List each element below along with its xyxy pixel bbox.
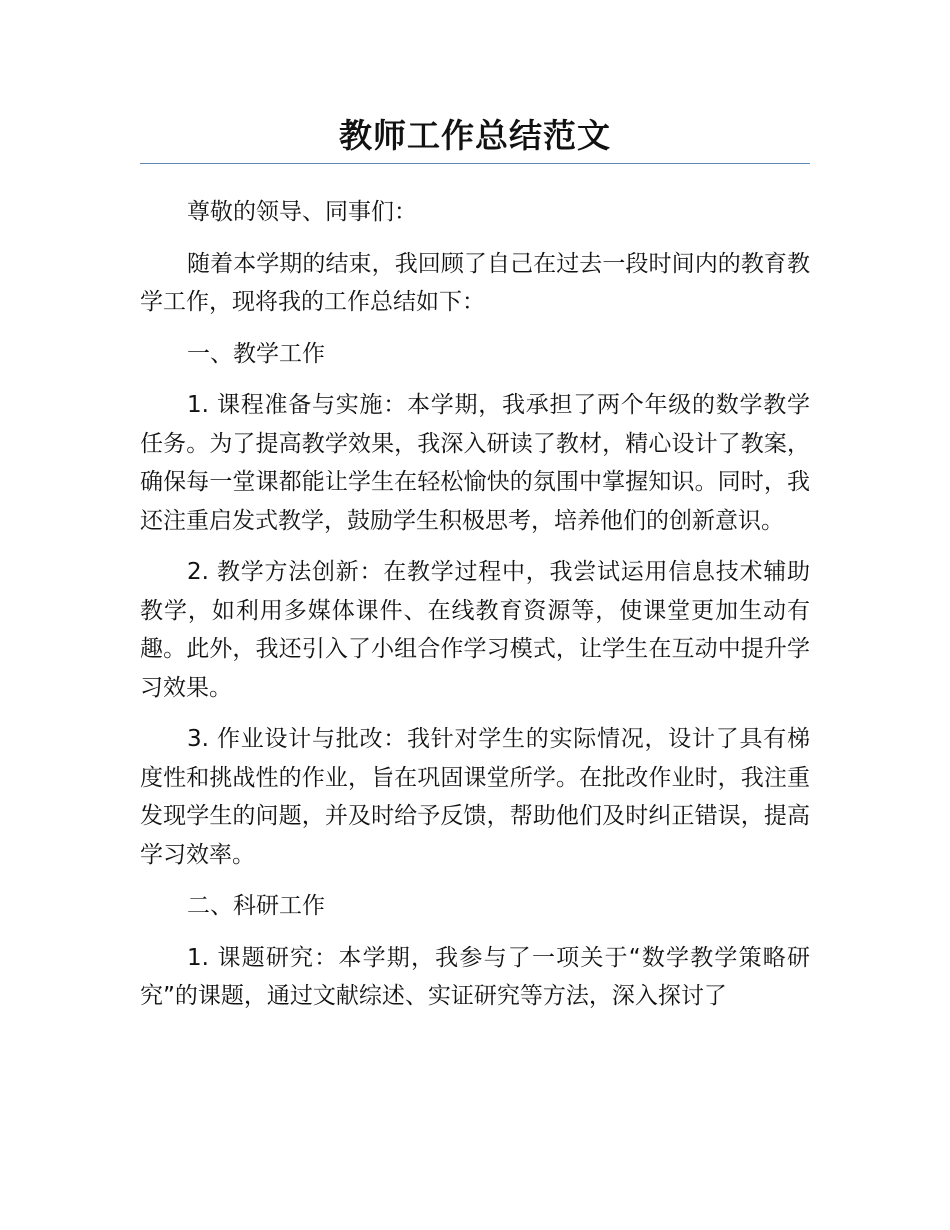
- intro-paragraph: 随着本学期的结束，我回顾了自己在过去一段时间内的教育教学工作，现将我的工作总结如下：: [140, 250, 810, 315]
- document-body: [140, 193, 810, 1029]
- teaching-item-1: 1. 课程准备与实施：本学期，我承担了两个年级的数学教学任务。为了提高教学效果，我深入研读了教材，精心设计了教案，确保每一堂课都能让学生在轻松愉快的氛围中掌握知识。同时，我还注重启发式教学，鼓励学生积极思考，培养他们的创新意识。: [140, 392, 810, 534]
- section-heading-teaching: 一、教学工作: [187, 340, 325, 367]
- teaching-item-2: 2. 教学方法创新：在教学过程中，我尝试运用信息技术辅助教学，如利用多媒体课件、在线教育资源等，使课堂更加生动有趣。此外，我还引入了小组合作学习模式，让学生在互动中提升学习效果。: [140, 559, 810, 701]
- section-heading-research: 二、科研工作: [187, 893, 325, 919]
- teaching-item-3: 3. 作业设计与批改：我针对学生的实际情况，设计了具有梯度性和挑战性的作业，旨在巩固课堂所学。在批改作业时，我注重发现学生的问题，并及时给予反馈，帮助他们及时纠正错误，提高学习效率。: [140, 726, 810, 868]
- title-underline: [140, 163, 810, 164]
- salutation: 尊敬的领导、同事们：: [187, 199, 417, 225]
- research-item-1: 1. 课题研究：本学期，我参与了一项关于“数学教学策略研究”的课题，通过文献综述、实证研究等方法，深入探讨了: [140, 944, 810, 1009]
- document-title: 教师工作总结范文: [339, 116, 611, 155]
